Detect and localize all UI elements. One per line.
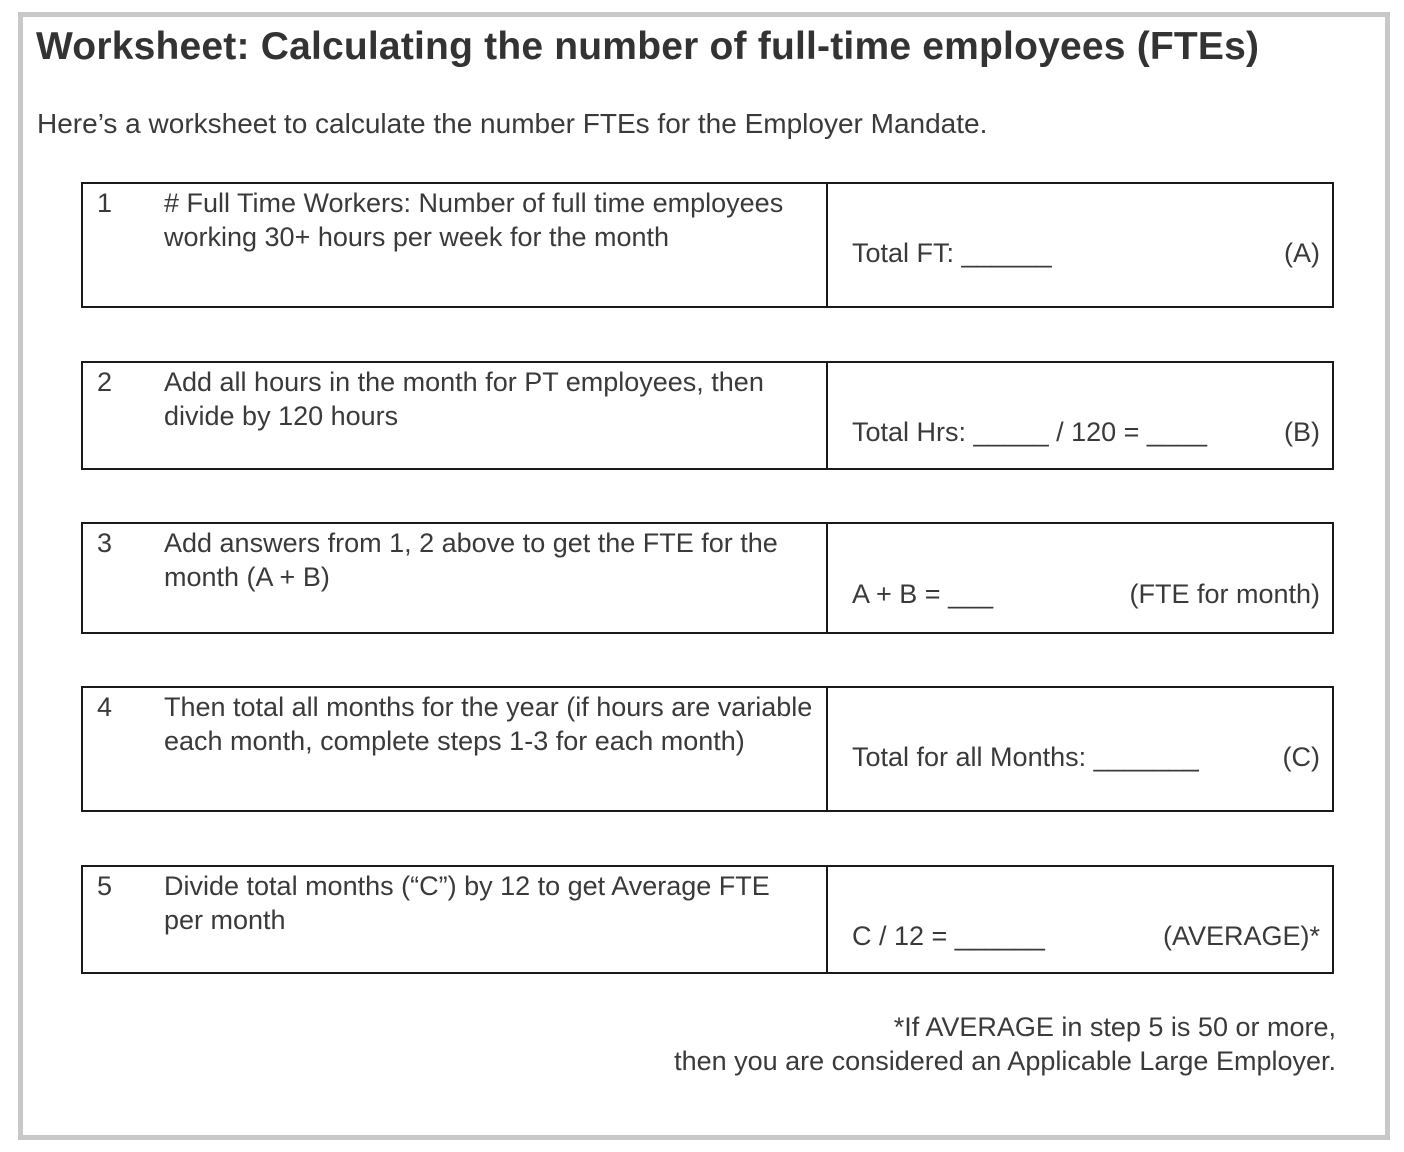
- footnote-line-2: then you are considered an Applicable Large Employer.: [674, 1046, 1336, 1076]
- step-description: Then total all months for the year (if hours are variable each month, complete steps 1-3 for each month): [164, 692, 813, 756]
- step-tag: (AVERAGE)*: [1162, 921, 1320, 951]
- step-formula: Total FT: ______: [852, 238, 1052, 268]
- step-formula-cell: [828, 363, 1332, 468]
- step-description-cell: [83, 184, 828, 306]
- step-tag: (B): [1284, 417, 1320, 447]
- worksheet-step-3: [81, 522, 1334, 634]
- worksheet-step-5: [81, 865, 1334, 974]
- footnote: [674, 1010, 1336, 1078]
- step-tag: (A): [1284, 238, 1320, 268]
- step-description-cell: [83, 363, 828, 468]
- step-description-cell: [83, 688, 828, 810]
- footnote-line-1: *If AVERAGE in step 5 is 50 or more,: [893, 1012, 1336, 1042]
- step-formula: Total for all Months: _______: [852, 742, 1199, 772]
- step-description: Add all hours in the month for PT employees, then divide by 120 hours: [164, 367, 764, 431]
- step-number: 3: [97, 528, 113, 558]
- worksheet-step-1: [81, 182, 1334, 308]
- step-description: Add answers from 1, 2 above to get the FTE for the month (A + B): [164, 528, 778, 592]
- step-description-cell: [83, 524, 828, 632]
- step-formula: Total Hrs: _____ / 120 = ____: [852, 417, 1207, 447]
- intro-text: Here’s a worksheet to calculate the number FTEs for the Employer Mandate.: [37, 108, 988, 139]
- step-number: 5: [97, 871, 113, 901]
- step-formula-cell: [828, 524, 1332, 632]
- step-formula: A + B = ___: [852, 579, 994, 609]
- step-number: 4: [97, 692, 113, 722]
- step-description: Divide total months (“C”) by 12 to get Average FTE per month: [164, 871, 770, 935]
- step-tag: (C): [1282, 742, 1320, 772]
- worksheet-step-4: [81, 686, 1334, 812]
- step-formula: C / 12 = ______: [852, 921, 1045, 951]
- step-number: 1: [97, 188, 113, 218]
- worksheet-step-2: [81, 361, 1334, 470]
- step-formula-cell: [828, 184, 1332, 306]
- step-number: 2: [97, 367, 113, 397]
- page-title: Worksheet: Calculating the number of full-time employees (FTEs): [36, 25, 1260, 68]
- step-description: # Full Time Workers: Number of full time employees working 30+ hours per week for the month: [164, 188, 784, 252]
- step-tag: (FTE for month): [1129, 579, 1320, 609]
- step-description-cell: [83, 867, 828, 972]
- step-formula-cell: [828, 688, 1332, 810]
- step-formula-cell: [828, 867, 1332, 972]
